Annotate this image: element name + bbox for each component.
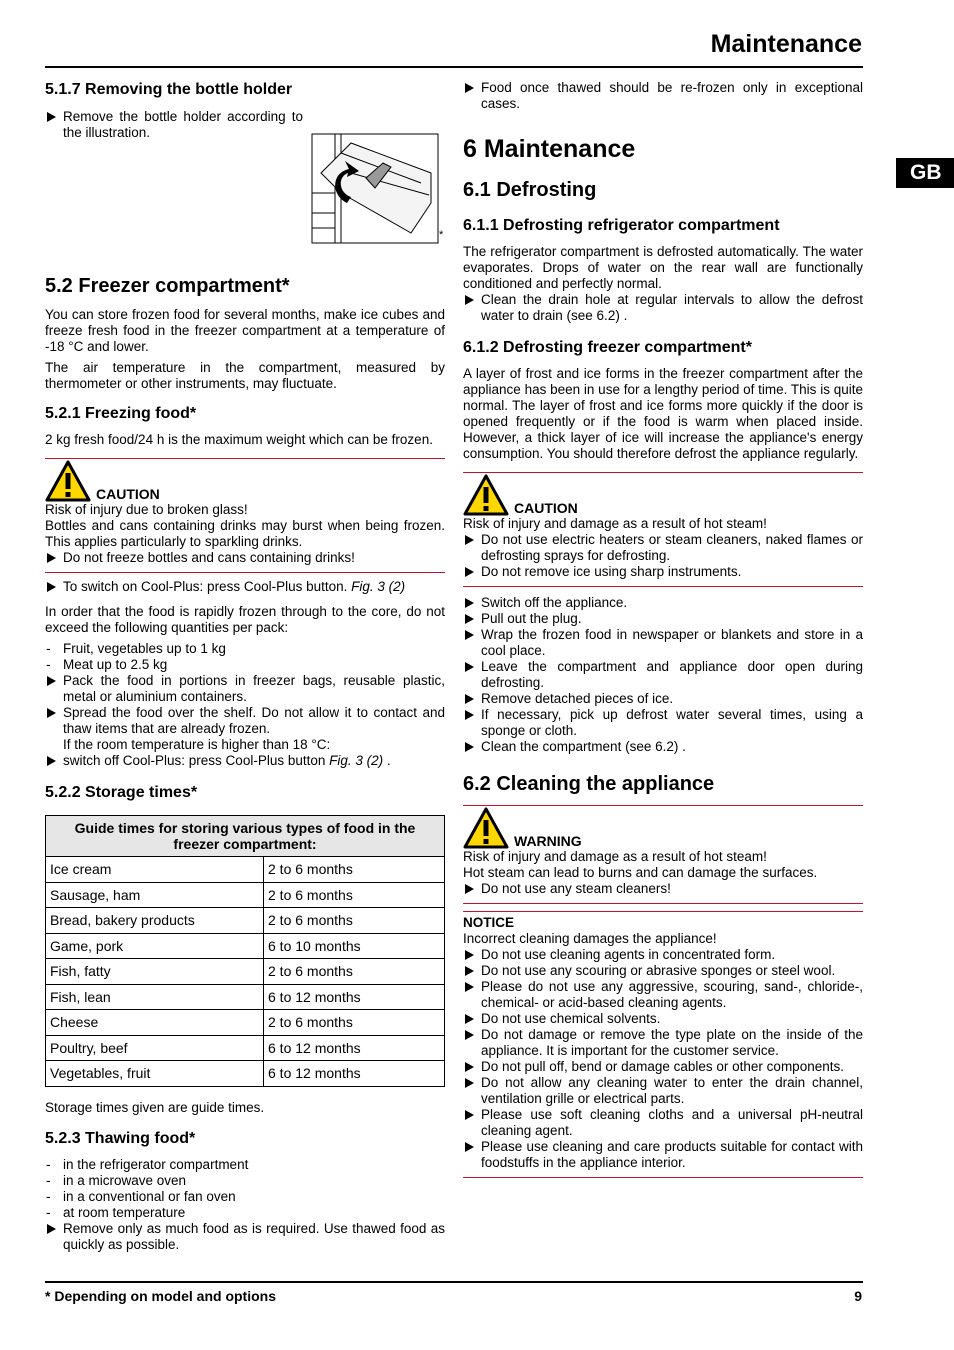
caution-line-2: Bottles and cans containing drinks may burst when being frozen. This applies particularly to sparkling drinks.	[45, 518, 445, 549]
storage-times-table	[45, 815, 445, 1087]
table-row	[46, 1035, 445, 1061]
section-6-2-title: 6.2 Cleaning the appliance	[463, 773, 715, 795]
food-type-cell: Ice cream	[46, 857, 264, 883]
table-row	[46, 882, 445, 908]
storage-time-cell: 2 to 6 months	[264, 1010, 445, 1036]
food-type-cell: Poultry, beef	[46, 1035, 264, 1061]
table-row	[46, 984, 445, 1010]
footer-note: * Depending on model and options	[45, 1288, 276, 1304]
fridge-defrost-text: The refrigerator compartment is defrosted automatically. The water evaporates. Drops of water on the rear wall are functionally conditioned and perfectly normal.	[463, 244, 863, 291]
defrost-step: Leave the compartment and appliance door open during defrosting.	[463, 659, 863, 691]
section-5-2-title: 5.2 Freezer compartment*	[45, 275, 290, 297]
caution-bullet: Do not use electric heaters or steam cleaners, naked flames or defrosting sprays for defrosting.	[463, 532, 863, 564]
page-number: 9	[854, 1288, 862, 1304]
table-row	[46, 933, 445, 959]
table-row	[46, 959, 445, 985]
notice-line-1: Incorrect cleaning damages the appliance!	[463, 931, 717, 946]
storage-table-header: Guide times for storing various types of food in the freezer compartment:	[46, 816, 445, 857]
warning-bottom-rule	[463, 903, 863, 904]
warning-triangle-icon	[463, 474, 509, 516]
section-6-1-title: 6.1 Defrosting	[463, 179, 597, 201]
storage-time-cell: 6 to 12 months	[264, 1035, 445, 1061]
coolplus-off-fig-ref: Fig. 3 (2)	[329, 753, 384, 768]
table-row	[46, 857, 445, 883]
thawing-method: - in a conventional or fan oven	[45, 1189, 445, 1205]
freezing-capacity-text: 2 kg fresh food/24 h is the maximum weight which can be frozen.	[45, 432, 433, 447]
coolplus-off-text: switch off Cool-Plus: press Cool-Plus button	[63, 753, 326, 768]
quantities-intro: In order that the food is rapidly frozen through to the core, do not exceed the following quantities per pack:	[45, 604, 445, 635]
caution-line-1: Risk of injury due to broken glass!	[45, 502, 248, 517]
food-type-cell: Game, pork	[46, 933, 264, 959]
bottle-holder-block	[45, 109, 445, 254]
notice-bullet: Do not pull off, bend or damage cables or other components.	[463, 1059, 863, 1075]
notice-label: NOTICE	[463, 915, 515, 930]
coolplus-off-end: .	[386, 753, 391, 768]
notice-bullet: Please use soft cleaning cloths and a universal pH-neutral cleaning agent.	[463, 1107, 863, 1139]
caution-line-1: Risk of injury and damage as a result of hot steam!	[463, 516, 767, 531]
drain-hole-instruction: Clean the drain hole at regular intervals to allow the defrost water to drain (see 6.2) .	[463, 292, 863, 324]
figure-asterisk: *	[439, 229, 444, 241]
caution-box-steam	[463, 474, 863, 580]
notice-bullet: Do not allow any cleaning water to enter the drain channel, ventilation grille or electrical parts.	[463, 1075, 863, 1107]
table-row	[46, 1010, 445, 1036]
left-column	[45, 80, 445, 1253]
food-type-cell: Sausage, ham	[46, 882, 264, 908]
storage-time-cell: 2 to 6 months	[264, 857, 445, 883]
warning-label: WARNING	[514, 833, 582, 849]
warning-bullet: Do not use any steam cleaners!	[463, 881, 863, 897]
warning-triangle-icon	[45, 460, 91, 502]
coolplus-off-instruction	[45, 753, 445, 769]
coolplus-on-text: To switch on Cool-Plus: press Cool-Plus button.	[63, 579, 348, 594]
right-column	[463, 80, 863, 1178]
notice-bullet: Do not use chemical solvents.	[463, 1011, 863, 1027]
defrost-step: Wrap the frozen food in newspaper or blankets and store in a cool place.	[463, 627, 863, 659]
bottle-holder-instruction: Remove the bottle holder according to the illustration.	[45, 109, 303, 141]
food-type-cell: Fish, lean	[46, 984, 264, 1010]
defrost-step: Remove detached pieces of ice.	[463, 691, 863, 707]
storage-time-cell: 6 to 10 months	[264, 933, 445, 959]
warning-heading	[463, 807, 863, 849]
section-5-2-3-title: 5.2.3 Thawing food*	[45, 1129, 196, 1147]
caution-label: CAUTION	[514, 500, 578, 516]
warning-top-rule	[463, 805, 863, 806]
section-5-1-7-title: 5.1.7 Removing the bottle holder	[45, 81, 293, 98]
food-type-cell: Bread, bakery products	[46, 908, 264, 934]
header-rule	[45, 66, 863, 68]
freezer-defrost-text: A layer of frost and ice forms in the freezer compartment after the appliance has been in use for a lengthy period of time. This is quite normal. The layer of frost and ice forms more quickly if the door is opened frequently or if the food is warm when placed inside. However, a thick layer of ice will increase the appliance's energy consumption. You should therefore defrost the appliance regularly.	[463, 366, 863, 461]
freezer-intro-text: You can store frozen food for several months, make ice cubes and freeze fresh food in the freezer compartment at a temperature of -18 °C and lower.	[45, 307, 445, 354]
storage-time-cell: 6 to 12 months	[264, 1061, 445, 1087]
warning-triangle-icon	[463, 807, 509, 849]
page-header-title: Maintenance	[710, 30, 862, 58]
footer-rule	[45, 1281, 863, 1283]
section-5-2-1-title: 5.2.1 Freezing food*	[45, 405, 197, 422]
storage-time-cell: 2 to 6 months	[264, 908, 445, 934]
warning-line-2: Hot steam can lead to burns and can damage the surfaces.	[463, 865, 818, 880]
notice-bullet: Do not damage or remove the type plate on the inside of the appliance. It is important for the customer service.	[463, 1027, 863, 1059]
storage-time-cell: 2 to 6 months	[264, 882, 445, 908]
thawing-method: - at room temperature	[45, 1205, 445, 1221]
section-6-1-2-title: 6.1.2 Defrosting freezer compartment*	[463, 339, 752, 356]
defrost-step: Pull out the plug.	[463, 611, 863, 627]
defrost-step: Switch off the appliance.	[463, 595, 863, 611]
section-5-2-2-title: 5.2.2 Storage times*	[45, 784, 198, 801]
storage-time-cell: 2 to 6 months	[264, 959, 445, 985]
section-6-1-1-title: 6.1.1 Defrosting refrigerator compartment	[463, 217, 780, 234]
spread-food-instruction: Spread the food over the shelf. Do not allow it to contact and thaw items that are already frozen.	[45, 705, 445, 737]
food-type-cell: Fish, fatty	[46, 959, 264, 985]
food-type-cell: Vegetables, fruit	[46, 1061, 264, 1087]
caution-top-rule	[463, 472, 863, 473]
thawing-methods-list	[45, 1157, 445, 1221]
notice-bottom-rule	[463, 1177, 863, 1178]
defrost-step: If necessary, pick up defrost water several times, using a sponge or cloth.	[463, 707, 863, 739]
storage-time-cell: 6 to 12 months	[264, 984, 445, 1010]
thawing-instruction: Remove only as much food as is required. Use thawed food as quickly as possible.	[45, 1221, 445, 1253]
notice-bullet: Please use cleaning and care products suitable for contact with foodstuffs in the appliance interior.	[463, 1139, 863, 1171]
bottle-holder-illustration	[311, 133, 444, 245]
caution-bullet: Do not remove ice using sharp instruments.	[463, 564, 863, 580]
caution-heading	[463, 474, 863, 516]
notice-box	[463, 915, 863, 1171]
pack-food-instruction: Pack the food in portions in freezer bags, reusable plastic, metal or aluminium containers.	[45, 673, 445, 705]
caution-bottom-rule	[45, 572, 445, 573]
defrost-step: Clean the compartment (see 6.2) .	[463, 739, 863, 755]
warning-line-1: Risk of injury and damage as a result of hot steam!	[463, 849, 767, 864]
notice-bullet: Do not use any scouring or abrasive sponges or steel wool.	[463, 963, 863, 979]
table-row	[46, 1061, 445, 1087]
defrost-steps	[463, 595, 863, 755]
freezer-temperature-text: The air temperature in the compartment, measured by thermometer or other instruments, may fluctuate.	[45, 360, 445, 391]
thawing-method: - in the refrigerator compartment	[45, 1157, 445, 1173]
notice-bullet: Please do not use any aggressive, scouring, sand-, chloride-, chemical- or acid-based cleaning agents.	[463, 979, 863, 1011]
storage-note: Storage times given are guide times.	[45, 1099, 265, 1115]
notice-bullet: Do not use cleaning agents in concentrated form.	[463, 947, 863, 963]
room-temp-condition: If the room temperature is higher than 18 °C:	[63, 737, 331, 752]
caution-bottom-rule	[463, 586, 863, 587]
coolplus-on-fig-ref: Fig. 3 (2)	[351, 579, 406, 594]
quantity-meat: - Meat up to 2.5 kg	[45, 657, 445, 673]
refreeze-instruction: Food once thawed should be re-frozen only in exceptional cases.	[463, 80, 863, 112]
caution-box-glass	[45, 460, 445, 566]
language-tab: GB	[896, 158, 954, 188]
caution-heading	[45, 460, 445, 502]
caution-top-rule	[45, 458, 445, 459]
food-type-cell: Cheese	[46, 1010, 264, 1036]
table-row	[46, 908, 445, 934]
warning-box	[463, 807, 863, 897]
chapter-6-title: 6 Maintenance	[463, 135, 636, 163]
notice-top-rule	[463, 911, 863, 912]
quantity-fruit: - Fruit, vegetables up to 1 kg	[45, 641, 445, 657]
caution-label: CAUTION	[96, 486, 160, 502]
coolplus-on-instruction	[45, 579, 445, 595]
caution-bullet: Do not freeze bottles and cans containing drinks!	[45, 550, 445, 566]
thawing-method: - in a microwave oven	[45, 1173, 445, 1189]
